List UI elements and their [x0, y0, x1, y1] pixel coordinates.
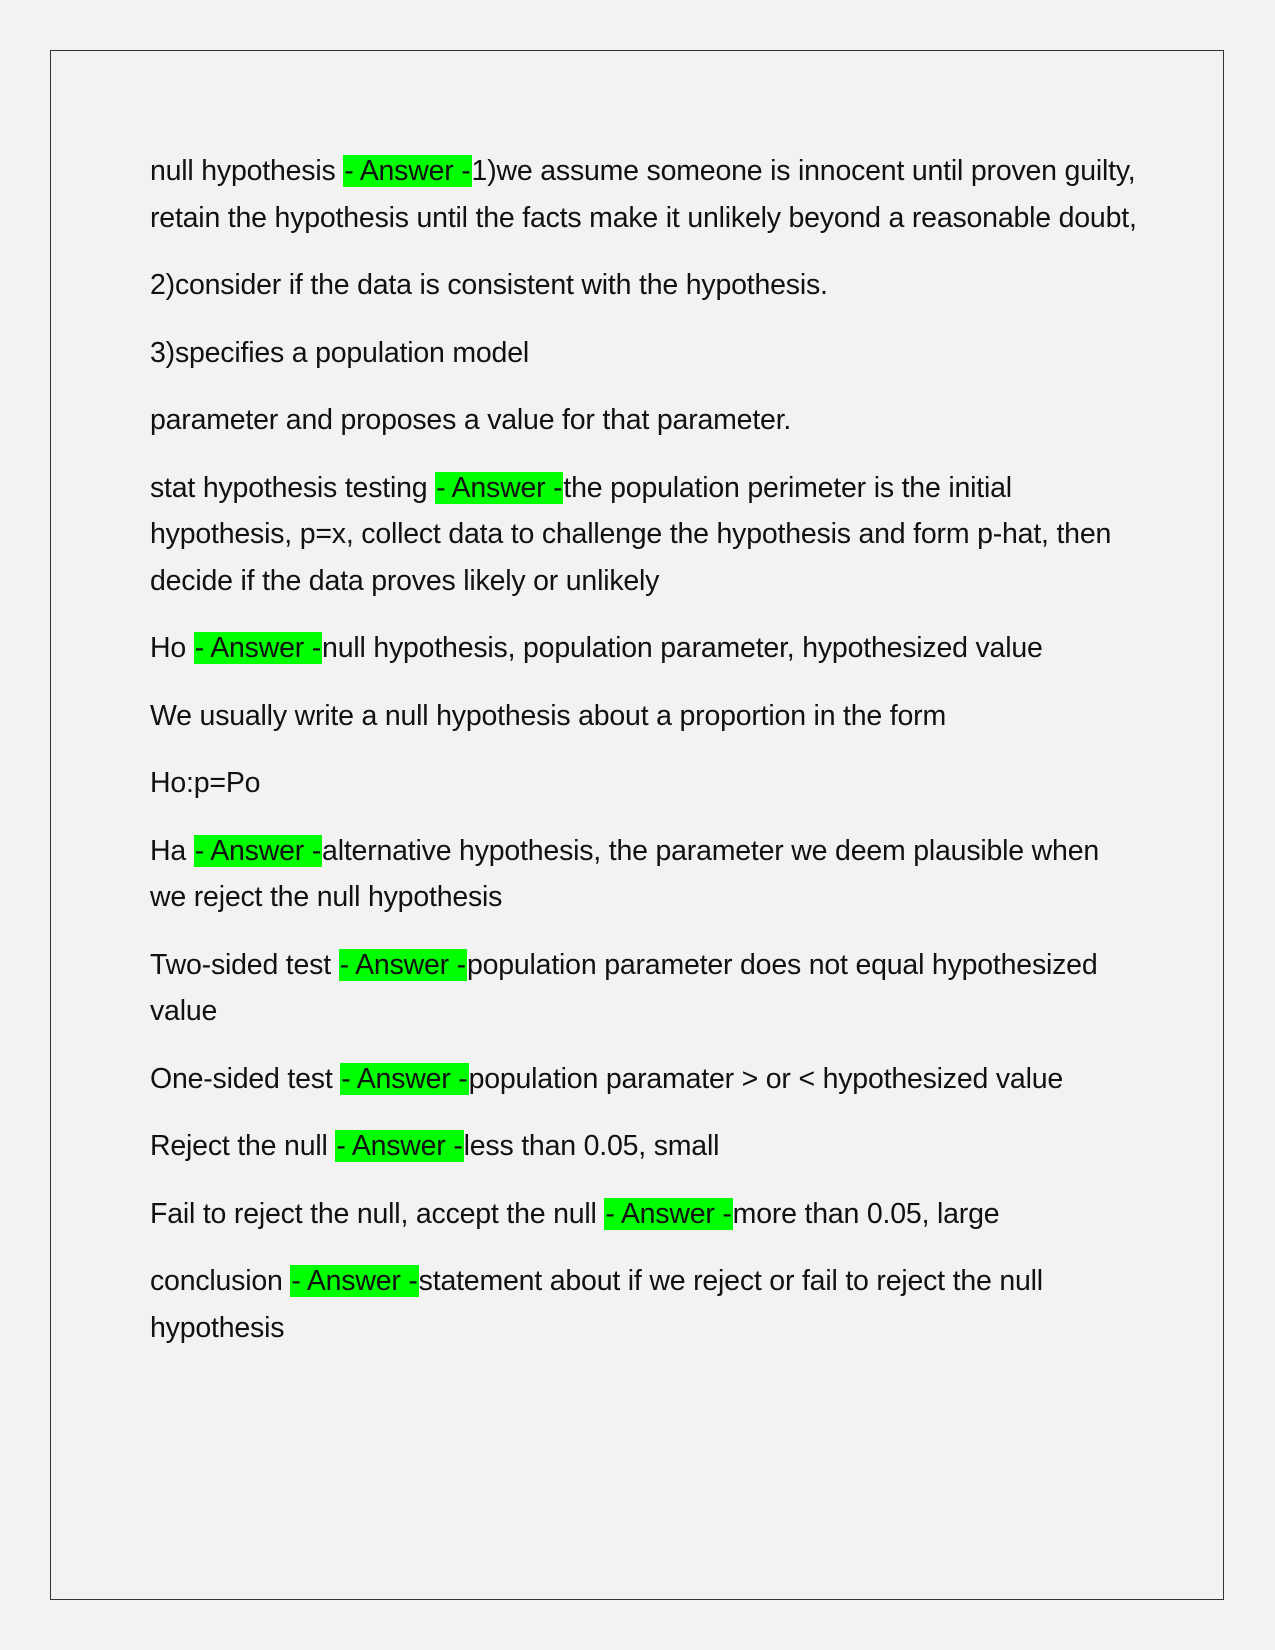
- definition: We usually write a null hypothesis about a proportion in the form: [150, 699, 946, 732]
- definition: less than 0.05, small: [463, 1130, 720, 1162]
- paragraph-consider-data: [150, 262, 1140, 309]
- answer-marker: - Answer -: [194, 632, 322, 664]
- answer-marker: - Answer -: [436, 471, 563, 504]
- term: conclusion: [150, 1265, 291, 1297]
- paragraph-fail-to-reject: [150, 1191, 1140, 1238]
- paragraph-two-sided-test: [150, 942, 1140, 1035]
- definition: population parameter does not equal hypothesized value: [150, 948, 1098, 1027]
- definition: Ho:p=Po: [150, 767, 261, 799]
- definition: 3)specifies a population model: [150, 336, 529, 369]
- term: null hypothesis: [150, 155, 344, 187]
- paragraph-conclusion: [150, 1258, 1140, 1351]
- paragraph-parameter-value: [150, 397, 1140, 444]
- term: stat hypothesis testing: [150, 471, 436, 504]
- answer-marker: - Answer -: [339, 948, 466, 981]
- paragraph-reject-null: [150, 1123, 1140, 1170]
- term: Reject the null: [150, 1130, 336, 1162]
- paragraph-stat-hypothesis-testing: [150, 465, 1140, 605]
- term: Fail to reject the null, accept the null: [150, 1197, 605, 1230]
- definition: the population perimeter is the initial hypothesis, p=x, collect data to challenge the hypothesis and form p-hat, then decide if the data proves likely or unlikely: [150, 471, 1112, 597]
- document-body: [150, 148, 1140, 1372]
- answer-marker: - Answer -: [194, 834, 322, 867]
- definition: 1)we assume someone is innocent until proven guilty, retain the hypothesis until the facts make it unlikely beyond a reasonable doubt,: [150, 155, 1137, 234]
- term: Ho: [150, 632, 194, 664]
- paragraph-population-model: [150, 330, 1140, 377]
- term: One-sided test: [150, 1062, 341, 1095]
- term: Ha: [150, 834, 194, 867]
- answer-marker: - Answer -: [291, 1265, 418, 1297]
- paragraph-null-form: [150, 693, 1140, 740]
- definition: 2)consider if the data is consistent with the hypothesis.: [150, 269, 828, 301]
- definition: statement about if we reject or fail to reject the null hypothesis: [150, 1265, 1043, 1344]
- paragraph-null-hypothesis: [150, 148, 1140, 241]
- definition: alternative hypothesis, the parameter we deem plausible when we reject the null hypothesis: [150, 834, 1100, 913]
- answer-marker: - Answer -: [341, 1062, 468, 1095]
- definition: population paramater > or < hypothesized value: [468, 1062, 1064, 1095]
- paragraph-one-sided-test: [150, 1056, 1140, 1103]
- paragraph-ho: [150, 625, 1140, 672]
- answer-marker: - Answer -: [344, 155, 471, 187]
- definition: null hypothesis, population parameter, hypothesized value: [322, 632, 1043, 664]
- term: Two-sided test: [150, 948, 339, 981]
- definition: more than 0.05, large: [732, 1197, 1000, 1230]
- paragraph-formula: [150, 760, 1140, 807]
- paragraph-ha: [150, 828, 1140, 921]
- definition: parameter and proposes a value for that parameter.: [150, 404, 792, 436]
- answer-marker: - Answer -: [605, 1197, 732, 1230]
- answer-marker: - Answer -: [336, 1130, 463, 1162]
